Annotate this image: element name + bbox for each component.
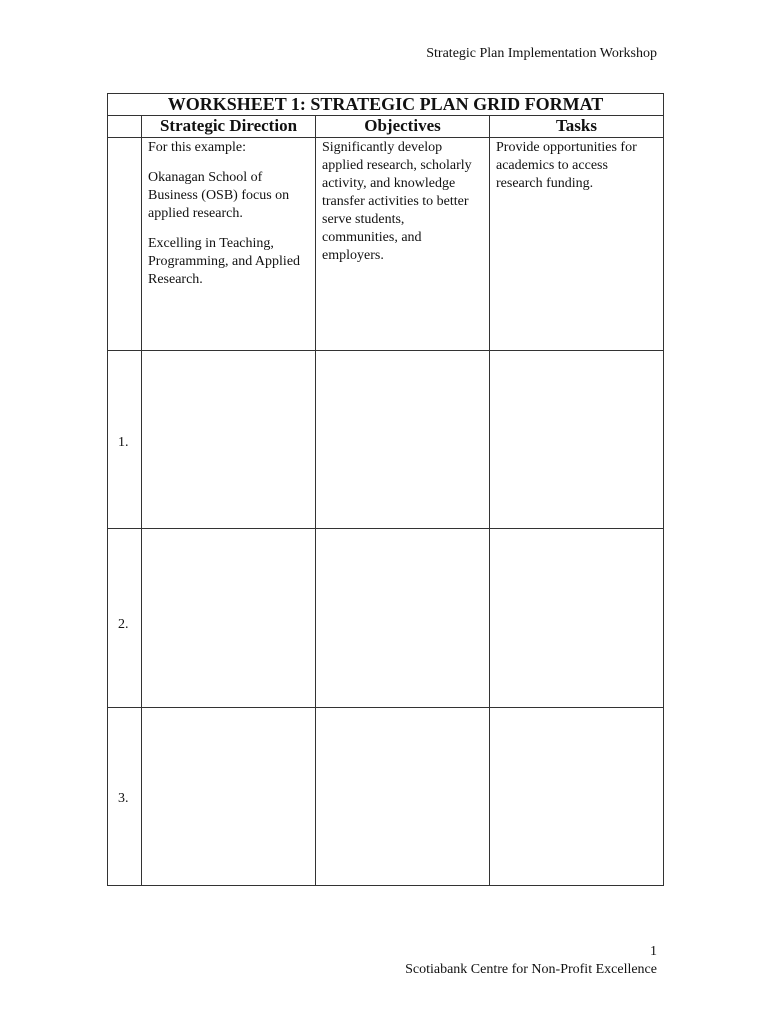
grid-row-1 [108,350,664,528]
example-objective-cell[interactable] [316,138,490,351]
grid-row-2 [108,529,664,707]
row-number-cell-1 [108,350,142,528]
row-number-cell-3 [108,707,142,886]
direction-cell-3[interactable] [142,707,316,886]
example-task-cell[interactable] [490,138,664,351]
task-cell-2[interactable] [490,529,664,707]
strategic-plan-grid [107,93,664,886]
row-number-3: 3. [118,791,129,807]
worksheet-title: WORKSHEET 1: STRATEGIC PLAN GRID FORMAT [108,94,664,116]
example-row-number-cell [108,138,142,351]
page-footer: Scotiabank Centre for Non-Profit Excellence [405,962,657,977]
example-direction-intro: For this example: [148,140,246,156]
grid-row-3 [108,707,664,886]
row-number-header [108,116,142,138]
column-header-tasks: Tasks [490,116,664,138]
objective-cell-3[interactable] [316,707,490,886]
page-header: Strategic Plan Implementation Workshop [426,46,657,61]
row-number-cell-2 [108,529,142,707]
example-direction-focus: Okanagan School of Business (OSB) focus on applied research. [148,170,290,222]
example-direction-cell[interactable] [142,138,316,351]
direction-cell-2[interactable] [142,529,316,707]
row-number-1: 1. [118,435,129,451]
column-header-objectives: Objectives [316,116,490,138]
page-number: 1 [650,944,657,959]
column-header-strategic-direction: Strategic Direction [142,116,316,138]
row-number-2: 2. [118,616,129,632]
objective-cell-2[interactable] [316,529,490,707]
example-objective-text: Significantly develop applied research, scholarly activity, and knowledge transfer activities to better serve students, communities, and employers. [322,140,472,264]
task-cell-1[interactable] [490,350,664,528]
example-direction-statement: Excelling in Teaching, Programming, and Applied Research. [148,236,301,288]
example-row [108,138,664,351]
direction-cell-1[interactable] [142,350,316,528]
task-cell-3[interactable] [490,707,664,886]
objective-cell-1[interactable] [316,350,490,528]
example-task-text: Provide opportunities for academics to access research funding. [496,140,637,192]
